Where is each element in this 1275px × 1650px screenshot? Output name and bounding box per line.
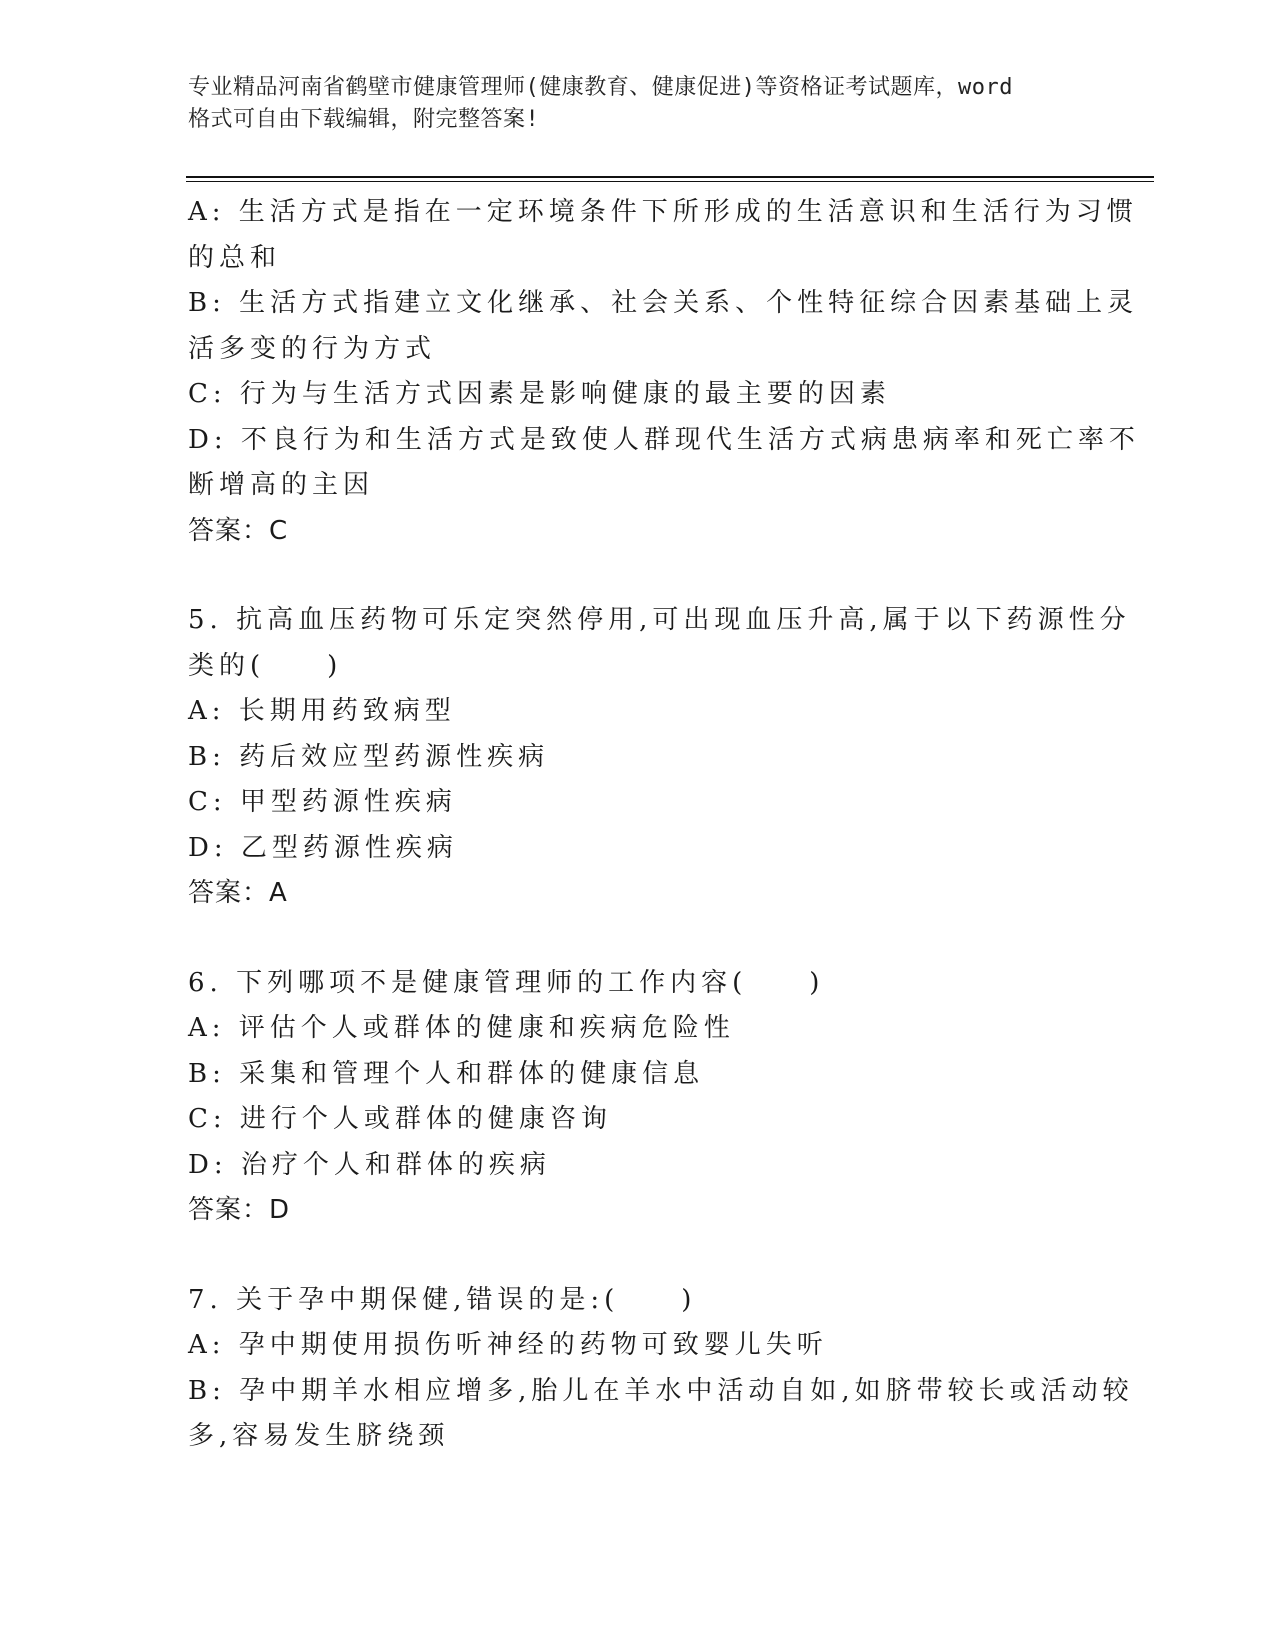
header-line-1: 专业精品河南省鹤壁市健康管理师(健康教育、健康促进)等资格证考试题库，word (188, 75, 1013, 100)
q5-option-c: C: 甲型药源性疾病 (188, 787, 457, 817)
q6-option-d: D: 治疗个人和群体的疾病 (188, 1149, 551, 1180)
q5-option-b: B: 药后效应型药源性疾病 (188, 741, 550, 772)
q6-answer: 答案：D (188, 1195, 291, 1225)
q5-option-d: D: 乙型药源性疾病 (188, 832, 458, 863)
q6-option-c: C: 进行个人或群体的健康咨询 (188, 1104, 612, 1134)
header-divider-thin (186, 181, 1154, 182)
q5-stem-cont: 类的( ) (188, 650, 343, 681)
q5-stem: 5. 抗高血压药物可乐定突然停用,可出现血压升高,属于以下药源性分 (188, 605, 1131, 635)
q4-option-a-cont: 的总和 (188, 242, 282, 273)
question-content (188, 190, 1140, 1460)
q7-option-a: A: 孕中期使用损伤听神经的药物可致婴儿失听 (188, 1330, 828, 1360)
q4-option-b-cont: 活多变的行为方式 (188, 333, 437, 364)
spacer (188, 1234, 1088, 1278)
header-line-2: 格式可自由下载编辑，附完整答案! (188, 107, 540, 132)
header-divider (186, 176, 1154, 178)
q5-option-a: A: 长期用药致病型 (188, 696, 456, 726)
q4-option-b: B: 生活方式指建立文化继承、社会关系、个性特征综合因素基础上灵 (188, 288, 1139, 318)
q6-stem: 6. 下列哪项不是健康管理师的工作内容( ) (188, 967, 825, 998)
q7-stem: 7. 关于孕中期保健,错误的是:( ) (188, 1284, 697, 1315)
spacer (188, 917, 1088, 961)
q4-option-a: A: 生活方式是指在一定环境条件下所形成的生活意识和生活行为习惯 (188, 197, 1138, 227)
q5-answer: 答案：A (188, 878, 288, 908)
q4-option-d: D: 不良行为和生活方式是致使人群现代生活方式病患病率和死亡率不 (188, 424, 1140, 455)
q4-option-d-cont: 断增高的主因 (188, 470, 375, 500)
spacer (188, 554, 1088, 598)
q6-option-b: B: 采集和管理个人和群体的健康信息 (188, 1058, 705, 1089)
q7-option-b-cont: 多,容易发生脐绕颈 (188, 1421, 450, 1451)
document-header (188, 72, 1088, 136)
q7-option-b: B: 孕中期羊水相应增多,胎儿在羊水中活动自如,如脐带较长或活动较 (188, 1375, 1134, 1406)
q4-answer: 答案：C (188, 515, 289, 546)
q4-option-c: C: 行为与生活方式因素是影响健康的最主要的因素 (188, 379, 891, 409)
q6-option-a: A: 评估个人或群体的健康和疾病危险性 (188, 1013, 735, 1043)
